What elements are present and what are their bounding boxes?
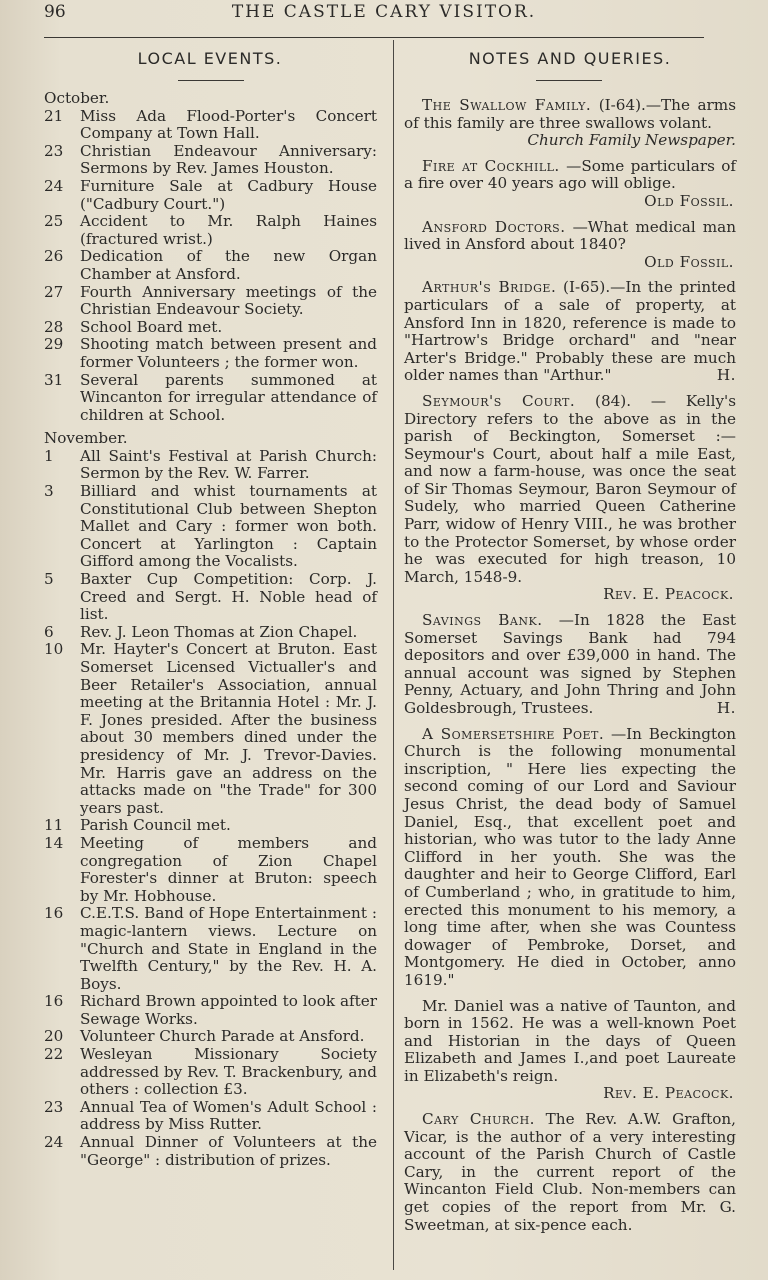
- event-text: School Board met.: [80, 317, 223, 336]
- event-entry: [44, 1134, 377, 1169]
- note-signature: Old Fossil.: [644, 191, 734, 210]
- event-day: 26: [44, 247, 64, 266]
- note-title: Savings Bank.: [422, 611, 543, 630]
- event-entry: [44, 143, 377, 178]
- note-entry: [404, 998, 736, 1086]
- event-day: 5: [44, 570, 54, 589]
- event-day: 16: [44, 904, 64, 923]
- event-entry: [44, 1046, 377, 1099]
- note-text: —In Beckington Church is the following monumental inscription, " Here lies expecting the second coming of our Lord and Saviour Jesus Christ, the dead body of Samuel Daniel, Esq., that excellent poet and historian, who was tutor to the lady Anne Clifford in her youth. She was the daughter and heir to George Clifford, Earl of Cumberland ; who, in gratitude to him, erected this monument to his memory, a long time after, when she was Countess dowager of Pembroke, Dorset, and Montgomery. He died in October, anno 1619.": [404, 724, 736, 989]
- event-text: C.E.T.S. Band of Hope Entertainment : magic-lantern views. Lecture on "Church and State in England in the Twelfth Century," by the Rev. H. A. Boys.: [80, 904, 377, 993]
- note-signature: Old Fossil.: [644, 252, 734, 271]
- event-day: 23: [44, 141, 64, 160]
- note-signature: H.: [716, 699, 736, 717]
- note-text: —What medical man lived in Ansford about 1840?: [404, 217, 736, 254]
- event-entry: [44, 319, 377, 337]
- event-entry: [44, 624, 377, 642]
- november-events-list: [44, 448, 377, 1169]
- note-text: Mr. Daniel was a native of Taunton, and born in 1562. He was a well-known Poet and Historian in the days of Queen Elizabeth and James I.,and poet Laureate in Elizabeth's reign.: [404, 996, 736, 1085]
- event-text: Dedication of the new Organ Chamber at Ansford.: [80, 247, 377, 283]
- event-text: Billiard and whist tournaments at Constitutional Club between Shepton Mallet and Cary : former won both. Concert at Yarlington : Captain Gifford among the Vocalists.: [80, 482, 377, 571]
- event-day: 25: [44, 212, 64, 231]
- event-day: 3: [44, 482, 54, 501]
- event-text: Annual Tea of Women's Adult School : address by Miss Rutter.: [80, 1097, 377, 1134]
- note-title: Seymour's Court.: [422, 391, 576, 410]
- event-day: 28: [44, 317, 64, 336]
- note-text: The Rev. A.W. Grafton, Vicar, is the author of a very interesting account of the Parish Church of Castle Cary, in the current report of the Wincanton Field Club. Non-members can get copies of the report from Mr. G. Sweetman, at six-pence each.: [404, 1110, 736, 1234]
- event-text: Parish Council met.: [80, 816, 231, 835]
- note-entry: [404, 726, 736, 990]
- event-entry: [44, 284, 377, 319]
- event-text: Christian Endeavour Anniversary: Sermons by Rev. James Houston.: [80, 141, 377, 178]
- heading-rule-left: [178, 80, 244, 81]
- event-day: 21: [44, 106, 64, 125]
- event-entry: [44, 372, 377, 425]
- event-text: Wesleyan Missionary Society addressed by Rev. T. Brackenbury, and others : collection £3.: [80, 1045, 377, 1099]
- event-entry: [44, 213, 377, 248]
- event-day: 24: [44, 176, 64, 195]
- event-day: 27: [44, 282, 64, 301]
- october-events-list: [44, 108, 377, 425]
- event-entry: [44, 571, 377, 624]
- event-day: 14: [44, 833, 64, 852]
- event-entry: [44, 905, 377, 993]
- event-text: Annual Dinner of Volunteers at the "George" : distribution of prizes.: [80, 1133, 377, 1169]
- event-day: 24: [44, 1133, 64, 1152]
- event-text: Shooting match between present and former Volunteers ; the former won.: [80, 335, 377, 371]
- note-text: —Some particulars of a fire over 40 years ago will oblige.: [404, 156, 737, 193]
- event-entry: [44, 248, 377, 283]
- note-entry: [404, 612, 736, 718]
- note-signature: Church Family Newspaper.: [527, 131, 736, 150]
- event-text: All Saint's Festival at Parish Church: Sermon by the Rev. W. Farrer.: [80, 446, 377, 483]
- event-day: 20: [44, 1027, 64, 1046]
- event-text: Meeting of members and congregation of Zion Chapel Forester's dinner at Bruton: speech by Mr. Hobhouse.: [80, 833, 377, 905]
- event-entry: [44, 993, 377, 1028]
- note-entry: [404, 219, 736, 254]
- heading-rule-right: [536, 80, 602, 81]
- note-title: Ansford Doctors.: [422, 217, 566, 236]
- note-entry: [404, 158, 736, 193]
- month-label-october: October.: [44, 89, 110, 107]
- event-day: 1: [44, 446, 54, 465]
- notes-queries-column: [404, 97, 736, 1242]
- note-title: A Somersetshire Poet.: [422, 724, 605, 743]
- event-text: Accident to Mr. Ralph Haines (fractured wrist.): [80, 212, 377, 248]
- event-text: Fourth Anniversary meetings of the Christian Endeavour Society.: [80, 282, 377, 319]
- note-text: (I-65).—In the printed particulars of a sale of property, at Ansford Inn in 1820, reference is made to "Hartrow's Bridge orchard" and "near Arter's Bridge." Probably these are much older names than "Arthur.": [404, 278, 736, 385]
- event-text: Richard Brown appointed to look after Sewage Works.: [80, 992, 377, 1028]
- event-text: Rev. J. Leon Thomas at Zion Chapel.: [80, 622, 358, 641]
- header-rule: [44, 37, 704, 38]
- event-entry: [44, 817, 377, 835]
- event-text: Mr. Hayter's Concert at Bruton. East Somerset Licensed Victualler's and Beer Retailer's Association, annual meeting at the Britannia Hotel : Mr. J. F. Jones presided. After the business about 30 members dined under the presidency of Mr. J. Trevor-Davies. Mr. Harris gave an address on the attacks made on "the Trade" for 300 years past.: [80, 640, 377, 817]
- note-text: —In 1828 the East Somerset Savings Bank had 794 depositors and over £39,000 in hand. The annual account was signed by Stephen Penny, Actuary, and John Thring and John Goldesbrough, Trustees.: [404, 611, 737, 717]
- event-day: 6: [44, 622, 54, 641]
- event-entry: [44, 835, 377, 905]
- event-entry: [44, 448, 377, 483]
- event-day: 23: [44, 1097, 64, 1116]
- event-day: 31: [44, 370, 64, 389]
- event-day: 22: [44, 1045, 64, 1064]
- note-title: Fire at Cockhill.: [422, 156, 560, 175]
- event-entry: [44, 641, 377, 817]
- note-title: The Swallow Family.: [422, 96, 592, 114]
- note-entry: [404, 279, 736, 385]
- note-signature: Rev. E. Peacock.: [603, 585, 734, 604]
- local-events-heading: LOCAL EVENTS.: [137, 49, 283, 68]
- local-events-column: [44, 90, 377, 1169]
- month-label-november: November.: [44, 429, 128, 448]
- event-day: 29: [44, 335, 64, 354]
- note-signature: Rev. E. Peacock.: [603, 1084, 734, 1103]
- note-text: (84). — Kelly's Directory refers to the above as in the parish of Beckington, Somerset :—Seymour's Court, about half a mile East, and now a farm-house, was once the seat of Sir Thomas Seymour, Baron Seymour of Sudely, who married Queen Catherine Parr, widow of Henry VIII., he was brother to the Protector Somerset, by whose order he was executed for high treason, 10 March, 1548-9.: [404, 391, 737, 586]
- event-text: Furniture Sale at Cadbury House ("Cadbury Court."): [80, 176, 377, 213]
- note-text: (I-64).—The arms of this family are three swallows volant.: [404, 96, 736, 132]
- note-entry: [404, 393, 736, 587]
- note-title: Arthur's Bridge.: [422, 278, 557, 297]
- notes-queries-heading: NOTES AND QUERIES.: [468, 49, 672, 68]
- note-signature: H.: [716, 366, 736, 385]
- event-day: 16: [44, 992, 64, 1011]
- event-text: Miss Ada Flood-Porter's Concert Company at Town Hall.: [80, 106, 377, 143]
- event-entry: [44, 108, 377, 143]
- note-entry: [404, 97, 736, 150]
- event-day: 11: [44, 816, 64, 835]
- event-text: Several parents summoned at Wincanton for irregular attendance of children at School.: [80, 370, 377, 424]
- running-title: THE CASTLE CARY VISITOR.: [231, 2, 537, 22]
- note-entry: [404, 1111, 736, 1234]
- event-text: Baxter Cup Competition: Corp. J. Creed and Sergt. H. Noble head of list.: [80, 570, 377, 624]
- column-divider: [393, 40, 394, 1270]
- event-entry: [44, 178, 377, 213]
- event-entry: [44, 483, 377, 571]
- event-entry: [44, 336, 377, 371]
- event-entry: [44, 1099, 377, 1134]
- event-entry: [44, 1028, 377, 1046]
- note-title: Cary Church.: [422, 1110, 536, 1129]
- event-day: 10: [44, 640, 64, 659]
- page-number: 96: [44, 2, 66, 22]
- event-text: Volunteer Church Parade at Ansford.: [80, 1027, 365, 1046]
